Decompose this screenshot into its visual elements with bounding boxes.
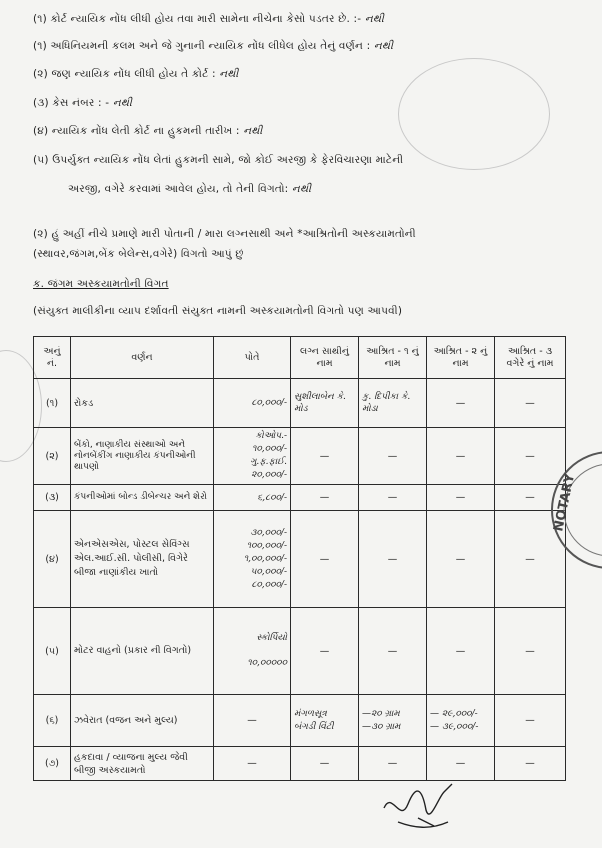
faint-stamp-top	[398, 58, 550, 170]
cell-sr: (૪)	[34, 511, 71, 608]
cell-dependent-2: —	[427, 485, 495, 511]
cell-dependent-2: —	[427, 608, 495, 695]
cell-description: મોટર વાહનો (પ્રકાર ની વિગતો)	[71, 608, 214, 695]
cell-spouse	[291, 695, 359, 747]
section-heading-movable-assets: ક. જંગમ અસ્કયામતોની વિગત	[33, 278, 169, 290]
cell-self-line: ૧૦,૦૦૦૦૦	[247, 658, 287, 668]
cell-description: હકદાવા / વ્યાજના મુલ્ય જેવી બીજી અસ્કયામતો	[71, 747, 214, 781]
cell-spouse-line: મંગળસૂત્ર	[294, 708, 327, 719]
cell-spouse: —	[291, 428, 359, 485]
cell-dependent-2	[427, 695, 495, 747]
cell-self	[214, 428, 291, 485]
cell-dependent-1-line: —૨૦ ગ્રામ	[362, 708, 400, 719]
cell-description: રોકડ	[71, 379, 214, 428]
cell-description: ઝવેરાત (વજન અને મુલ્ય)	[71, 695, 214, 747]
cell-description: બેંકો, નાણાકીય સંસ્થાઓ અને નોનબેંકીંગ નાણાકીય કંપનીઓની થાપણો	[71, 428, 214, 485]
cell-sr: (૬)	[34, 695, 71, 747]
cell-dependent-1: કુ. દિપીકા કે. મોડા	[359, 379, 427, 428]
cell-self-line: ૩૦,૦૦૦/-	[250, 527, 287, 538]
cell-spouse: —	[291, 485, 359, 511]
cell-self	[214, 511, 291, 608]
cell-self-line: સ્કોર્પિયો	[256, 633, 287, 643]
table-row	[34, 695, 566, 747]
cell-sr: (૨)	[34, 428, 71, 485]
line-assets-types: (સ્થાવર,જંગમ,બેંક બેલેન્સ,વગેરે) વિગતો આપું છું	[33, 248, 244, 260]
cell-dependent-2: —	[427, 511, 495, 608]
header-dependent-2: આશ્રિત - ૨ નું નામ	[427, 337, 495, 379]
table-row	[34, 608, 566, 695]
line-joint-note: (સંયુક્ત માલીકીના વ્યાપ દર્શાવતી સંયુક્ત નામની અસ્કયામતોની વિગતો પણ આપવી)	[33, 305, 403, 317]
line-appeal: (૫) ઉપર્યુક્ત ન્યાયિક નોંધ લેતાં હુકમની સામે, જો કોઈ અરજી કે ફેરવિચારણા માટેની	[33, 154, 404, 166]
cell-dependent-3: —	[495, 379, 566, 428]
line-section-offence: (૧) અધિનિયમની કલમ અને જે ગુનાની ન્યાયિક નોંધ લીધેલ હોય તેનું વર્ણન : નથી	[33, 40, 394, 52]
table-row	[34, 428, 566, 485]
signature	[378, 778, 468, 838]
table-row	[34, 379, 566, 428]
cell-dependent-2: —	[427, 379, 495, 428]
movable-assets-table	[33, 336, 566, 781]
cell-self-line: કોઓપ.-	[255, 431, 287, 441]
line-case-number: (૩) કેસ નંબર : - નથી	[33, 97, 133, 109]
cell-self: —	[214, 747, 291, 781]
cell-dependent-2-line: — ૨૯,૦૦૦/-	[430, 708, 478, 719]
cell-spouse: સુશીલાબેન કે. મોડ	[291, 379, 359, 428]
cell-self-line: ૧,૦૦,૦૦૦/-	[243, 553, 287, 564]
header-sr: અનું નં.	[34, 337, 71, 379]
cell-self-line: ૧૦,૦૦૦/-	[251, 444, 287, 454]
header-description: વર્ણન	[71, 337, 214, 379]
cell-dependent-3: —	[495, 511, 566, 608]
cell-dependent-1: —	[359, 747, 427, 781]
cell-self-line: ૫૦,૦૦૦/-	[250, 566, 287, 577]
cell-spouse: —	[291, 511, 359, 608]
cell-spouse-line: બંગડી વિંટી	[294, 721, 334, 732]
cell-sr: (૭)	[34, 747, 71, 781]
cell-self-line: ૨૦,૦૦૦/-	[251, 470, 287, 480]
cell-self: ૬,૮૦૦/-	[214, 485, 291, 511]
line-appeal-details: અરજી, વગેરે કરવામાં આવેલ હોય, તો તેની વિગતો: નથી	[68, 183, 312, 195]
cell-self: —	[214, 695, 291, 747]
cell-dependent-3: —	[495, 747, 566, 781]
cell-self-line: ૮૦,૦૦૦/-	[251, 579, 287, 590]
cell-description: કંપનીઓમાં બોન્ડ ડીબેન્ચર અને શેરો	[71, 485, 214, 511]
cell-sr: (૩)	[34, 485, 71, 511]
cell-dependent-3: —	[495, 608, 566, 695]
cell-dependent-1-line: —૩૦ ગ્રામ	[362, 721, 401, 732]
cell-self: ૮૦,૦૦૦/-	[214, 379, 291, 428]
table-header-row	[34, 337, 566, 379]
cell-dependent-1: —	[359, 511, 427, 608]
cell-dependent-1: —	[359, 485, 427, 511]
cell-dependent-2: —	[427, 747, 495, 781]
cell-dependent-2-line: — ૩૯,૦૦૦/-	[430, 721, 479, 732]
cell-sr: (૫)	[34, 608, 71, 695]
cell-dependent-2: —	[427, 428, 495, 485]
cell-dependent-1: —	[359, 428, 427, 485]
table-row	[34, 747, 566, 781]
header-spouse: લગ્ન સાથીનું નામ	[291, 337, 359, 379]
cell-spouse: —	[291, 608, 359, 695]
line-court: (૨) જણ ન્યાયિક નોંધ લીધી હોય તે કોર્ટ : નથી	[33, 68, 239, 80]
cell-self	[214, 608, 291, 695]
table-row	[34, 485, 566, 511]
cell-sr: (૧)	[34, 379, 71, 428]
notary-stamp-label: NOTARY	[551, 472, 579, 533]
line-order-date: (૪) ન્યાયિક નોંધ લેતી કોર્ટ ના હુકમની તારીખ : નથી	[33, 125, 263, 137]
cell-description: એનએસએસ, પોસ્ટલ સેવિંગ્સ એલ.આઈ.સી. પોલીસી, વિગેરે બીજા નાણાંકીય ખાતો	[71, 511, 214, 608]
cell-self-line: ૧૦૦,૦૦૦/-	[246, 540, 287, 551]
cell-dependent-1: —	[359, 608, 427, 695]
line-pending-cases: (૧) કોર્ટ ન્યાયિક નોંધ લીધી હોય તવા મારી સામેના નીચેના કેસો પડતર છે. :- નથી	[33, 13, 385, 25]
line-assets-intro: (૨) હું અહીં નીચે પ્રમાણે મારી પોતાની / મારા લગ્નસાથી અને *આશ્રિતોની અસ્કયામતોની	[33, 228, 416, 240]
cell-dependent-1	[359, 695, 427, 747]
notary-stamp	[548, 440, 602, 580]
cell-self-line: ગુ.ફ.ફાઈ.	[249, 457, 287, 467]
table-row	[34, 511, 566, 608]
cell-spouse: —	[291, 747, 359, 781]
header-dependent-3: આશ્રિત - ૩ વગેરે નું નામ	[495, 337, 566, 379]
cell-dependent-3: —	[495, 428, 566, 485]
cell-dependent-3: —	[495, 695, 566, 747]
header-dependent-1: આશ્રિત - ૧ નું નામ	[359, 337, 427, 379]
header-self: પોતે	[214, 337, 291, 379]
cell-dependent-3: —	[495, 485, 566, 511]
